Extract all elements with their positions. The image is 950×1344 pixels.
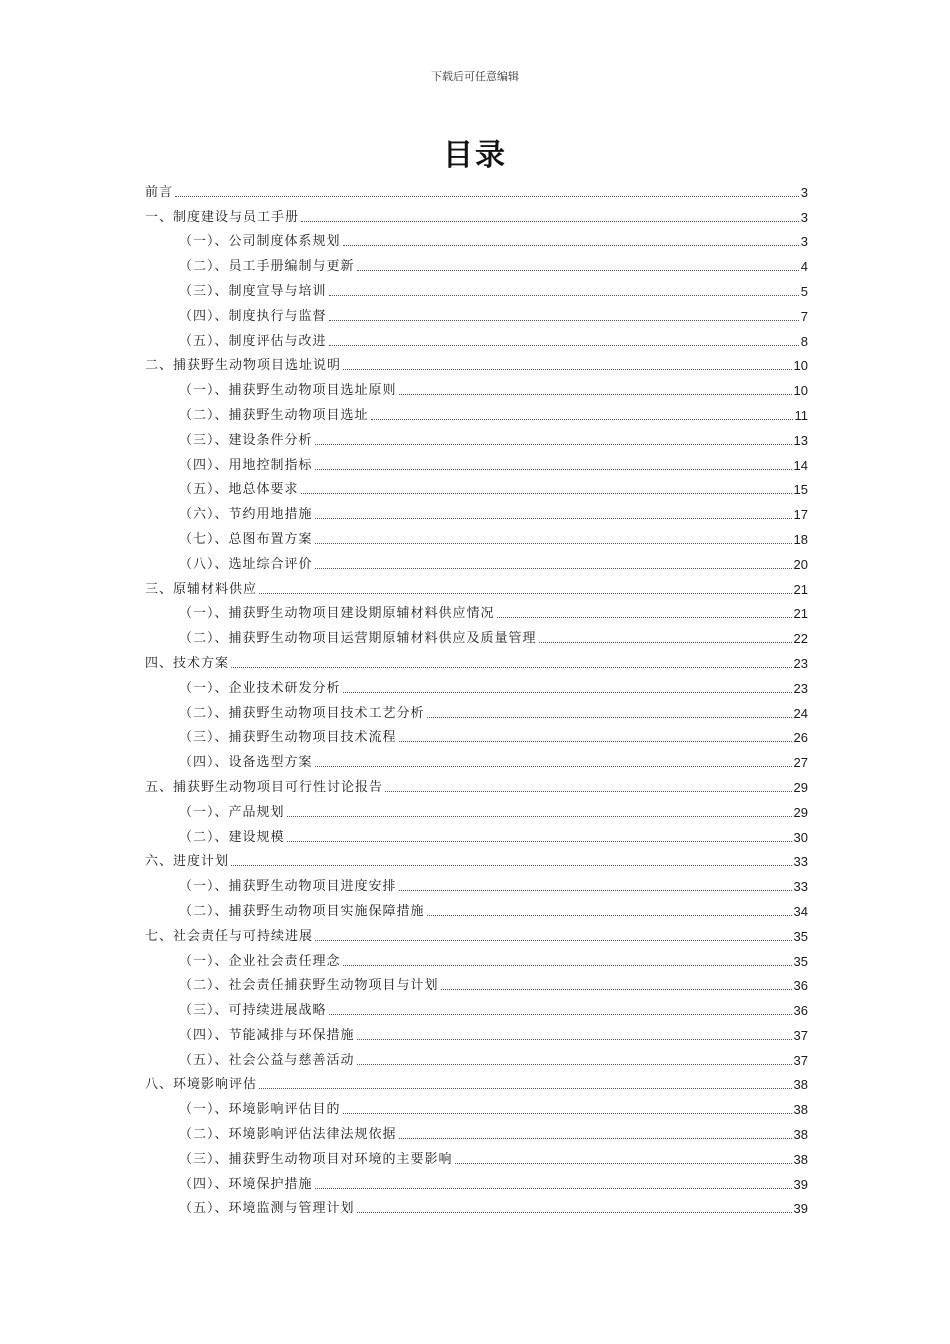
toc-entry[interactable] bbox=[145, 697, 808, 722]
toc-entry-page: 35 bbox=[793, 953, 808, 969]
toc-entry[interactable] bbox=[145, 1019, 808, 1044]
toc-entry[interactable] bbox=[145, 325, 808, 350]
toc-entry-label: （二）、捕获野生动物项目选址 bbox=[179, 407, 369, 423]
toc-entry[interactable] bbox=[145, 945, 808, 970]
toc-entry-page: 26 bbox=[793, 730, 808, 746]
toc-entry-page: 18 bbox=[793, 531, 808, 547]
toc-entry-label: 前言 bbox=[145, 184, 174, 200]
toc-entry-page: 29 bbox=[793, 804, 808, 820]
toc-leader-dots bbox=[315, 568, 792, 569]
toc-entry[interactable] bbox=[145, 548, 808, 573]
toc-entry[interactable] bbox=[145, 1069, 808, 1094]
toc-entry-label: （一）、捕获野生动物项目选址原则 bbox=[179, 383, 397, 399]
toc-entry-label: （二）、捕获野生动物项目运营期原辅材料供应及质量管理 bbox=[179, 631, 537, 647]
toc-entry-page: 21 bbox=[793, 581, 808, 597]
toc-entry-page: 13 bbox=[793, 432, 808, 448]
toc-entry-page: 38 bbox=[793, 1077, 808, 1093]
toc-entry[interactable] bbox=[145, 250, 808, 275]
toc-entry-label: （一）、公司制度体系规划 bbox=[179, 234, 341, 250]
toc-entry-page: 27 bbox=[793, 755, 808, 771]
toc-leader-dots bbox=[329, 320, 799, 321]
toc-entry-page: 39 bbox=[793, 1176, 808, 1192]
toc-entry[interactable] bbox=[145, 1118, 808, 1143]
toc-leader-dots bbox=[385, 791, 792, 792]
toc-leader-dots bbox=[259, 593, 792, 594]
toc-entry[interactable] bbox=[145, 275, 808, 300]
toc-entry[interactable] bbox=[145, 449, 808, 474]
toc-entry[interactable] bbox=[145, 647, 808, 672]
toc-entry[interactable] bbox=[145, 1093, 808, 1118]
toc-entry-label: 八、环境影响评估 bbox=[145, 1077, 258, 1093]
toc-leader-dots bbox=[287, 816, 792, 817]
toc-entry-label: （四）、用地控制指标 bbox=[179, 457, 313, 473]
toc-entry-label: （五）、环境监测与管理计划 bbox=[179, 1201, 355, 1217]
toc-leader-dots bbox=[343, 965, 792, 966]
toc-entry-page: 14 bbox=[793, 457, 808, 473]
toc-leader-dots bbox=[315, 543, 792, 544]
toc-entry-label: （三）、制度宣导与培训 bbox=[179, 283, 327, 299]
toc-entry[interactable] bbox=[145, 424, 808, 449]
table-of-contents bbox=[145, 176, 808, 1217]
toc-entry-page: 17 bbox=[793, 507, 808, 523]
toc-entry[interactable] bbox=[145, 201, 808, 226]
toc-leader-dots bbox=[231, 667, 792, 668]
toc-entry-page: 8 bbox=[800, 333, 808, 349]
toc-leader-dots bbox=[315, 1188, 792, 1189]
toc-entry-page: 38 bbox=[793, 1151, 808, 1167]
toc-leader-dots bbox=[343, 692, 792, 693]
toc-entry[interactable] bbox=[145, 870, 808, 895]
toc-leader-dots bbox=[287, 841, 792, 842]
toc-entry-page: 33 bbox=[793, 879, 808, 895]
toc-entry[interactable] bbox=[145, 300, 808, 325]
toc-entry[interactable] bbox=[145, 672, 808, 697]
toc-entry[interactable] bbox=[145, 498, 808, 523]
toc-entry[interactable] bbox=[145, 598, 808, 623]
toc-leader-dots bbox=[357, 1064, 792, 1065]
toc-entry-label: 七、社会责任与可持续进展 bbox=[145, 928, 314, 944]
toc-entry-label: （四）、节能减排与环保措施 bbox=[179, 1027, 355, 1043]
header-note: 下载后可任意编辑 bbox=[431, 70, 519, 83]
toc-leader-dots bbox=[301, 493, 792, 494]
toc-leader-dots bbox=[329, 1014, 792, 1015]
toc-entry-page: 4 bbox=[800, 259, 808, 275]
toc-entry-label: 四、技术方案 bbox=[145, 655, 230, 671]
toc-entry-label: 六、进度计划 bbox=[145, 854, 230, 870]
toc-entry-page: 10 bbox=[793, 383, 808, 399]
toc-entry[interactable] bbox=[145, 821, 808, 846]
toc-entry-label: （二）、建设规模 bbox=[179, 829, 285, 845]
toc-entry[interactable] bbox=[145, 895, 808, 920]
toc-entry-label: （五）、制度评估与改进 bbox=[179, 333, 327, 349]
toc-entry-label: （三）、建设条件分析 bbox=[179, 432, 313, 448]
page-title: 目录 bbox=[443, 138, 507, 173]
toc-leader-dots bbox=[315, 518, 792, 519]
toc-entry-page: 3 bbox=[800, 234, 808, 250]
toc-leader-dots bbox=[427, 717, 792, 718]
toc-leader-dots bbox=[399, 890, 792, 891]
toc-leader-dots bbox=[259, 1088, 792, 1089]
toc-entry[interactable] bbox=[145, 796, 808, 821]
toc-leader-dots bbox=[357, 270, 799, 271]
toc-entry[interactable] bbox=[145, 746, 808, 771]
toc-entry-page: 20 bbox=[793, 556, 808, 572]
toc-leader-dots bbox=[399, 741, 792, 742]
toc-entry-label: （三）、捕获野生动物项目对环境的主要影响 bbox=[179, 1151, 453, 1167]
toc-entry[interactable] bbox=[145, 920, 808, 945]
toc-entry-label: （三）、可持续进展战略 bbox=[179, 1003, 327, 1019]
toc-entry[interactable] bbox=[145, 350, 808, 375]
toc-entry[interactable] bbox=[145, 176, 808, 201]
toc-entry-label: （二）、环境影响评估法律法规依据 bbox=[179, 1127, 397, 1143]
toc-entry-page: 29 bbox=[793, 779, 808, 795]
toc-entry[interactable] bbox=[145, 970, 808, 995]
toc-entry-page: 37 bbox=[793, 1027, 808, 1043]
toc-leader-dots bbox=[441, 989, 792, 990]
toc-entry-label: （二）、社会责任捕获野生动物项目与计划 bbox=[179, 978, 439, 994]
toc-leader-dots bbox=[357, 1212, 792, 1213]
toc-entry[interactable] bbox=[145, 374, 808, 399]
toc-leader-dots bbox=[399, 1138, 792, 1139]
toc-entry-page: 5 bbox=[800, 283, 808, 299]
toc-entry-page: 21 bbox=[793, 606, 808, 622]
toc-leader-dots bbox=[539, 642, 792, 643]
toc-entry-page: 38 bbox=[793, 1127, 808, 1143]
toc-leader-dots bbox=[329, 345, 799, 346]
toc-entry-label: （一）、产品规划 bbox=[179, 804, 285, 820]
toc-entry-label: （五）、社会公益与慈善活动 bbox=[179, 1052, 355, 1068]
toc-entry-label: （八）、选址综合评价 bbox=[179, 556, 313, 572]
toc-leader-dots bbox=[357, 1039, 792, 1040]
toc-entry-page: 10 bbox=[793, 358, 808, 374]
toc-entry-page: 3 bbox=[800, 209, 808, 225]
toc-entry-label: （四）、环境保护措施 bbox=[179, 1176, 313, 1192]
toc-entry-label: （一）、环境影响评估目的 bbox=[179, 1102, 341, 1118]
toc-entry-page: 11 bbox=[794, 407, 808, 423]
toc-entry-label: 三、原辅材料供应 bbox=[145, 581, 258, 597]
toc-entry-page: 33 bbox=[793, 854, 808, 870]
toc-entry-label: （四）、制度执行与监督 bbox=[179, 308, 327, 324]
toc-entry-label: 一、制度建设与员工手册 bbox=[145, 209, 300, 225]
toc-entry[interactable] bbox=[145, 722, 808, 747]
toc-entry-page: 7 bbox=[800, 308, 808, 324]
toc-entry[interactable] bbox=[145, 399, 808, 424]
toc-entry-label: （二）、捕获野生动物项目技术工艺分析 bbox=[179, 705, 425, 721]
toc-entry[interactable] bbox=[145, 474, 808, 499]
toc-leader-dots bbox=[315, 766, 792, 767]
toc-leader-dots bbox=[399, 394, 792, 395]
toc-entry-page: 37 bbox=[793, 1052, 808, 1068]
toc-entry[interactable] bbox=[145, 994, 808, 1019]
toc-entry[interactable] bbox=[145, 771, 808, 796]
toc-entry-page: 39 bbox=[793, 1201, 808, 1217]
toc-entry[interactable] bbox=[145, 226, 808, 251]
toc-leader-dots bbox=[371, 419, 793, 420]
toc-entry[interactable] bbox=[145, 1143, 808, 1168]
toc-entry-label: 二、捕获野生动物项目选址说明 bbox=[145, 358, 342, 374]
toc-entry-label: 五、捕获野生动物项目可行性讨论报告 bbox=[145, 779, 384, 795]
toc-leader-dots bbox=[315, 444, 792, 445]
toc-entry[interactable] bbox=[145, 1193, 808, 1218]
toc-entry-label: （一）、企业技术研发分析 bbox=[179, 680, 341, 696]
toc-entry-label: （一）、企业社会责任理念 bbox=[179, 953, 341, 969]
toc-entry-label: （二）、捕获野生动物项目实施保障措施 bbox=[179, 903, 425, 919]
toc-leader-dots bbox=[301, 221, 799, 222]
toc-entry[interactable] bbox=[145, 523, 808, 548]
toc-leader-dots bbox=[455, 1163, 792, 1164]
toc-leader-dots bbox=[315, 940, 792, 941]
toc-entry-page: 3 bbox=[800, 184, 808, 200]
toc-leader-dots bbox=[343, 245, 799, 246]
toc-entry-label: （四）、设备选型方案 bbox=[179, 755, 313, 771]
toc-leader-dots bbox=[427, 915, 792, 916]
toc-entry[interactable] bbox=[145, 846, 808, 871]
toc-leader-dots bbox=[231, 865, 792, 866]
toc-entry-page: 22 bbox=[793, 631, 808, 647]
toc-entry[interactable] bbox=[145, 1168, 808, 1193]
toc-entry-page: 23 bbox=[793, 655, 808, 671]
toc-entry-page: 30 bbox=[793, 829, 808, 845]
toc-entry-label: （一）、捕获野生动物项目建设期原辅材料供应情况 bbox=[179, 606, 495, 622]
toc-entry-label: （三）、捕获野生动物项目技术流程 bbox=[179, 730, 397, 746]
toc-leader-dots bbox=[329, 295, 799, 296]
toc-leader-dots bbox=[175, 196, 799, 197]
toc-entry[interactable] bbox=[145, 573, 808, 598]
toc-entry-page: 36 bbox=[793, 978, 808, 994]
toc-entry-label: （五）、地总体要求 bbox=[179, 482, 299, 498]
toc-entry-page: 38 bbox=[793, 1102, 808, 1118]
toc-entry-label: （二）、员工手册编制与更新 bbox=[179, 259, 355, 275]
toc-entry-label: （一）、捕获野生动物项目进度安排 bbox=[179, 879, 397, 895]
toc-entry-page: 36 bbox=[793, 1003, 808, 1019]
toc-entry-page: 23 bbox=[793, 680, 808, 696]
toc-entry-page: 24 bbox=[793, 705, 808, 721]
toc-entry-page: 34 bbox=[793, 903, 808, 919]
toc-entry[interactable] bbox=[145, 1044, 808, 1069]
toc-leader-dots bbox=[343, 369, 792, 370]
toc-entry-page: 15 bbox=[793, 482, 808, 498]
toc-entry-page: 35 bbox=[793, 928, 808, 944]
toc-entry[interactable] bbox=[145, 622, 808, 647]
toc-leader-dots bbox=[497, 617, 792, 618]
toc-leader-dots bbox=[343, 1113, 792, 1114]
toc-entry-label: （六）、节约用地措施 bbox=[179, 507, 313, 523]
toc-entry-label: （七）、总图布置方案 bbox=[179, 531, 313, 547]
toc-leader-dots bbox=[315, 469, 792, 470]
